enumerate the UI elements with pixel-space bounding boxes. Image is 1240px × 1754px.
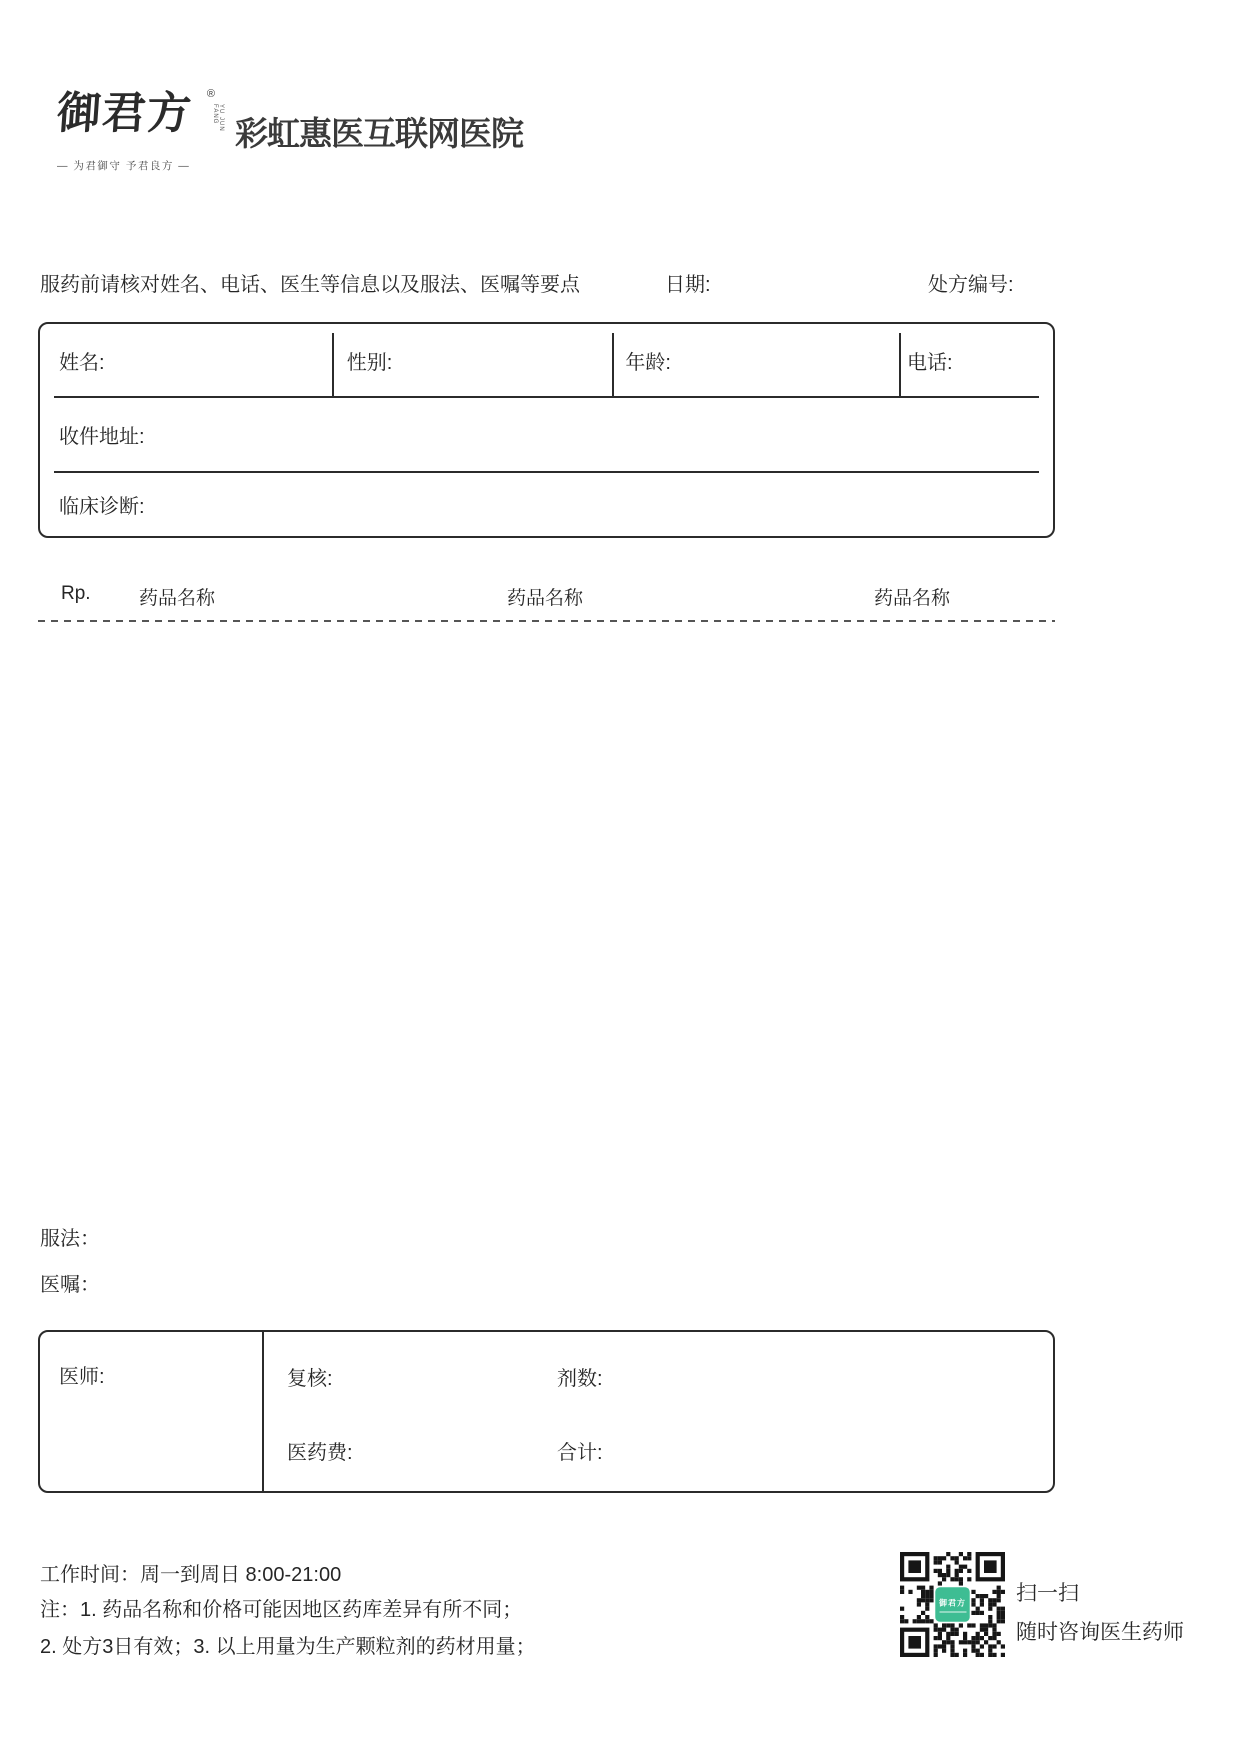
check-reminder-text: 服药前请核对姓名、电话、医生等信息以及服法、医嘱等要点 <box>40 274 580 296</box>
brand-logo-text: 御君方 <box>55 88 194 139</box>
qr-code <box>900 1552 1005 1657</box>
doses-label: 剂数: <box>557 1368 603 1390</box>
name-field <box>40 324 332 396</box>
advice-label: 医嘱： <box>40 1274 100 1296</box>
signoff-box <box>38 1330 1055 1493</box>
note-line-1: 注：1. 药品名称和价格可能因地区药库差异有所不同； <box>40 1599 523 1621</box>
patient-fields-row <box>40 324 1053 396</box>
scan-label: 扫一扫 <box>1016 1582 1079 1605</box>
brand-logo-pinyin: YU JUN FANG <box>212 104 224 132</box>
signoff-details <box>264 1332 1053 1491</box>
name-label: 姓名: <box>59 351 105 374</box>
brand-tagline: — 为君御守 予君良方 — <box>57 160 191 172</box>
hospital-title: 彩虹惠医互联网医院 <box>235 115 523 152</box>
address-field <box>40 398 1053 471</box>
total-label: 合计: <box>557 1442 603 1464</box>
age-label: 年龄: <box>625 351 671 374</box>
rp-header-row <box>38 583 1055 607</box>
drug-column-header: 药品名称 <box>139 588 216 609</box>
registered-trademark-icon: ® <box>206 88 215 100</box>
dashed-separator <box>38 620 1055 622</box>
physician-field <box>40 1332 264 1491</box>
rp-label: Rp. <box>61 583 91 604</box>
note-line-2: 2. 处方3日有效；3. 以上用量为生产颗粒剂的药材用量； <box>40 1636 536 1658</box>
phone-field <box>899 324 1053 396</box>
brand-logo <box>55 88 224 173</box>
physician-label: 医师: <box>59 1366 105 1388</box>
fee-label: 医药费: <box>287 1442 353 1464</box>
work-hours-text: 工作时间：周一到周日 8:00-21:00 <box>40 1564 342 1586</box>
qr-hint-text: 随时咨询医生药师 <box>1016 1621 1184 1644</box>
date-label: 日期: <box>665 274 711 296</box>
address-label: 收件地址: <box>59 426 145 448</box>
drug-column-header: 药品名称 <box>874 588 951 609</box>
patient-info-box <box>38 322 1055 538</box>
rx-number-label: 处方编号: <box>928 274 1014 296</box>
drug-column-header: 药品名称 <box>507 588 584 609</box>
gender-label: 性别: <box>346 351 393 374</box>
gender-field <box>332 324 613 396</box>
phone-label: 电话: <box>907 351 953 374</box>
age-field <box>612 324 899 396</box>
diagnosis-field <box>40 473 1053 536</box>
review-label: 复核: <box>287 1368 333 1390</box>
qr-center-logo-text: 御君方 <box>939 1597 966 1612</box>
diagnosis-label: 临床诊断: <box>59 496 145 518</box>
usage-label: 服法： <box>40 1228 100 1250</box>
